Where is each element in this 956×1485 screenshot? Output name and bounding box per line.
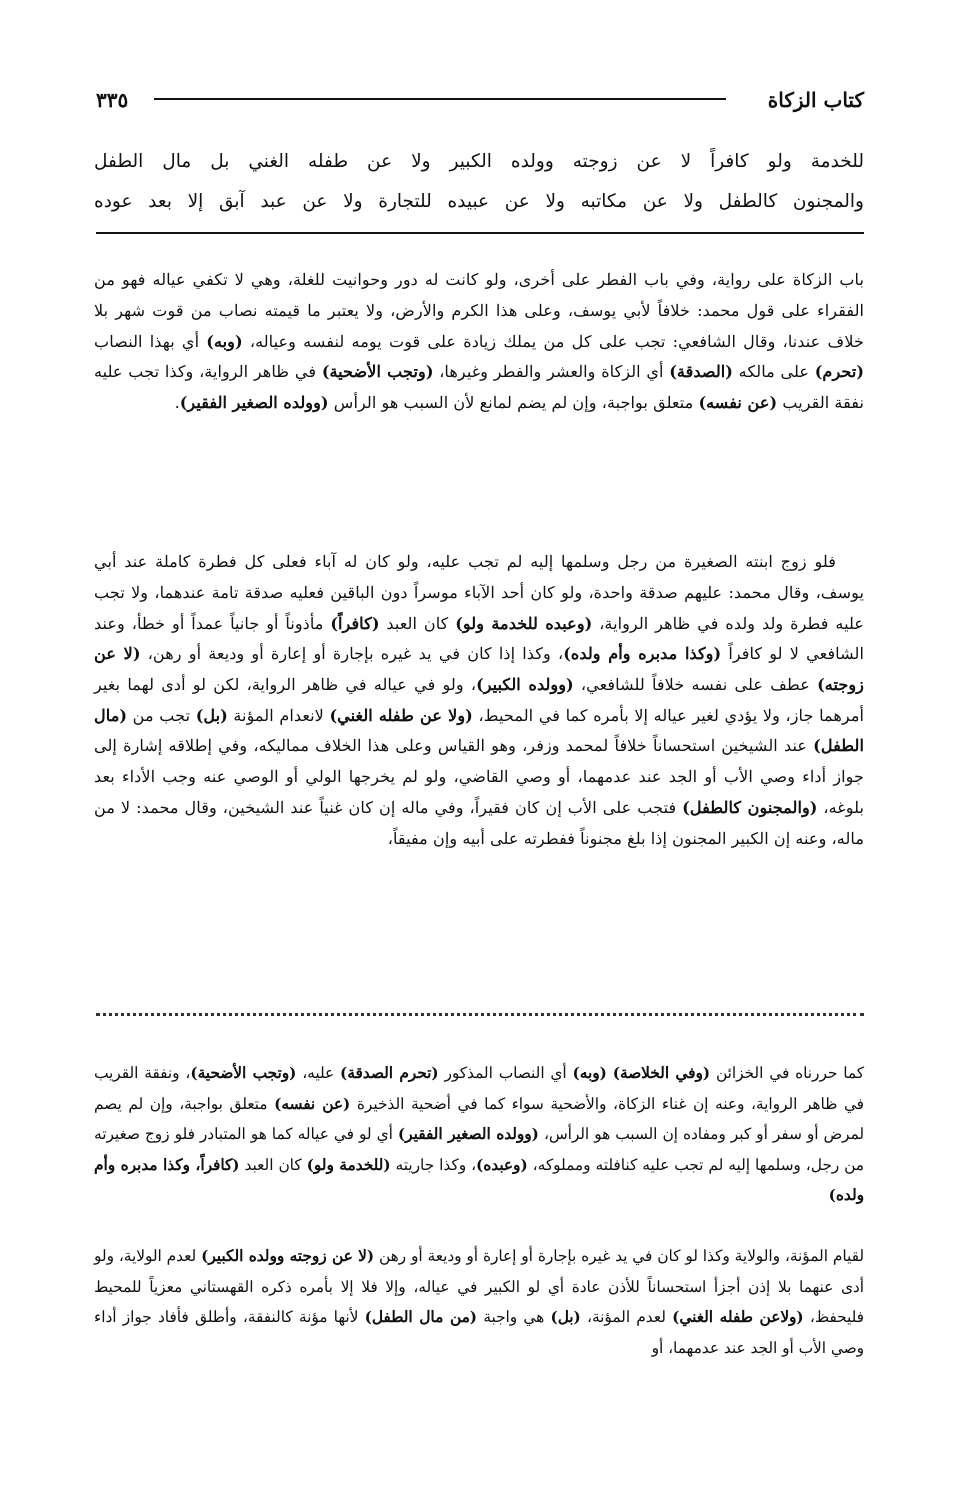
bold-term: (وكذا مدبره وأم ولده) — [563, 644, 722, 664]
bold-term: (وولده الصغير الفقير) — [179, 393, 329, 412]
bold-term: (ولا عن طفله الغني) — [329, 705, 473, 725]
matn-line: والمجنون كالطفل ولا عن مكاتبه ولا عن عبيده للتجارة ولا عن عبد آبق إلا بعد عوده — [94, 191, 864, 212]
bold-term: (وبه) — [206, 331, 243, 351]
running-header — [96, 88, 864, 118]
page-number: ٣٣٥ — [96, 88, 129, 112]
bold-term: (وبه) — [572, 1064, 607, 1083]
bold-term: (بل) — [195, 705, 228, 725]
dotted-separator — [96, 1013, 864, 1022]
bold-term: (والمجنون كالطفل) — [682, 797, 818, 817]
commentary-paragraph: باب الزكاة على رواية، وفي باب الفطر على أخرى، ولو كانت له دور وحوانيت للغلة، وهي لا تكفي عياله فهو من الفقراء على قول محمد: خلافاً لأبي يوسف، وعلى هذا الكرم والأرض، ولا يعتبر ما قيمته نصاب من قوت شهر بلا خلاف عندنا، وقال الشافعي: تجب على كل من يملك زيادة على قوت يومه لنفسه وعياله، (وبه) أي بهذا النصاب (تحرم) على مالكه (الصدقة) أي الزكاة والعشر والفطر وغيرها، (وتجب الأضحية) في ظاهر الرواية، وكذا تجب عليه نفقة القريب (عن نفسه) متعلق بواجبة، وإن لم يضم لمانع لأن السبب هو الرأس (وولده الصغير الفقير). — [94, 270, 864, 412]
bold-term: (وتجب الأضحية) — [321, 362, 434, 382]
chapter-title: كتاب الزكاة — [767, 88, 864, 112]
bold-term: (من مال الطفل) — [364, 1308, 478, 1327]
bold-term: (مال الطفل) — [94, 705, 864, 756]
bold-term: (وتجب الأضحية) — [190, 1064, 297, 1083]
bold-term: (تحرم الصدقة) — [340, 1064, 439, 1083]
bold-term: (عن نفسه) — [274, 1094, 351, 1113]
bold-term: (وولده الكبير) — [476, 675, 574, 694]
bold-term: (ولاعن طفله الغني) — [672, 1308, 804, 1327]
bold-term: (عن نفسه) — [698, 393, 778, 412]
footnote-paragraph: لقيام المؤنة، والولاية وكذا لو كان في يد غيره بإجارة أو إعارة أو وديعة أو رهن (لا عن زوجته وولده الكبير) لعدم الولاية، ولو أدى عنهما بلا إذن أجزأ استحساناً للأذن عادة أي لو الكبير في عياله، وإلا فلا إلا بأمره ذكره القهستاني معزياً للمحيط فليحفظ، (ولاعن طفله الغني) لعدم المؤنة، (بل) هي واجبة (من مال الطفل) لأنها مؤنة كالنفقة، وأطلق فأفاد جواز أداء وصي الأب أو الجد عند عدمهما، أو — [94, 1247, 864, 1357]
bold-term: (كافراً، وكذا مدبره وأم ولده) — [94, 1155, 864, 1204]
bold-term: (وفي الخلاصة) — [612, 1064, 711, 1083]
bold-term: (لا عن زوجته) — [94, 644, 864, 694]
bold-term: (للخدمة ولو) — [306, 1155, 391, 1174]
bold-term: (وولده الصغير الفقير) — [397, 1125, 539, 1144]
header-rule — [154, 98, 726, 100]
bold-term: (تحرم) — [814, 362, 864, 382]
bold-term: (بل) — [550, 1308, 581, 1327]
footnote-paragraph: كما حررناه في الخزائن (وفي الخلاصة) (وبه) أي النصاب المذكور (تحرم الصدقة) عليه، (وتجب الأضحية)، ونفقة القريب في ظاهر الرواية، وعنه إن غناء الزكاة، والأضحية سواء كما في أضحية الذخيرة (عن نفسه) متعلق بواجبة، وإن لم يصم لمرض أو سفر أو كبر ومفاده إن السبب هو الرأس، (وولده الصغير الفقير) أي لو في عياله كما هو المتبادر فلو زوج صغيرته من رجل، وسلمها إليه لم تجب عليه كنافلته ومملوكه، (وعبده)، وكذا جاريته (للخدمة ولو) كان العبد (كافراً، وكذا مدبره وأم ولده) — [94, 1064, 865, 1204]
bold-term: (الصدقة) — [669, 362, 733, 382]
bold-term: (لا عن زوجته وولده الكبير) — [201, 1247, 375, 1266]
matn-line: للخدمة ولو كافراً لا عن زوجته وولده الكبير ولا عن طفله الغني بل مال الطفل — [94, 151, 864, 172]
matn-text — [94, 142, 864, 222]
matn-separator — [96, 232, 864, 234]
commentary-paragraph: فلو زوج ابنته الصغيرة من رجل وسلمها إليه لم تجب عليه، ولو كان له آباء فعلى كل فطرة كاملة عند أبي يوسف، وقال محمد: عليهم صدقة واحدة، ولو كان أحد الآباء موسراً دون الباقين فعليه صدقة تامة عندهما، ولا تجب عليه فطرة ولد ولده في ظاهر الرواية، (وعبده للخدمة ولو) كان العبد (كافراً) مأذوناً أو جانياً عمداً أو خطأ، وعند الشافعي لا لو كافراً (وكذا مدبره وأم ولده)، وكذا إذا كان في يد غيره بإجارة أو إعارة أو وديعة أو رهن، (لا عن زوجته) عطف على نفسه خلافاً للشافعي، (وولده الكبير)، ولو في عياله في ظاهر الرواية، لكن لو أدى لهما بغير أمرهما جاز، ولا يؤدي لغير عياله إلا بأمره كما في المحيط، (ولا عن طفله الغني) لانعدام المؤنة (بل) تجب من (مال الطفل) عند الشيخين استحساناً خلافاً لمحمد وزفر، وهو القياس وعلى هذا الخلاف مماليكه، وفي إطلاقه إشارة إلى جواز أداء وصي الأب أو الجد عند عدمهما، أو وصي القاضي، ولو لم يخرجها الولي أو الوصي عنه وجب الأداء بعد بلوغه، (والمجنون كالطفل) فتجب على الأب إن كان فقيراً، وفي ماله إن كان غنياً عند الشيخين، وقال محمد: لا من ماله، وعنه إن الكبير المجنون إذا بلغ مجنوناً ففطرته على أبيه وإن مفيقاً، — [94, 552, 864, 848]
bold-term: (وعبده) — [476, 1155, 528, 1174]
bold-term: (وعبده للخدمة ولو) — [455, 613, 593, 633]
bold-term: (كافراً) — [330, 613, 380, 633]
